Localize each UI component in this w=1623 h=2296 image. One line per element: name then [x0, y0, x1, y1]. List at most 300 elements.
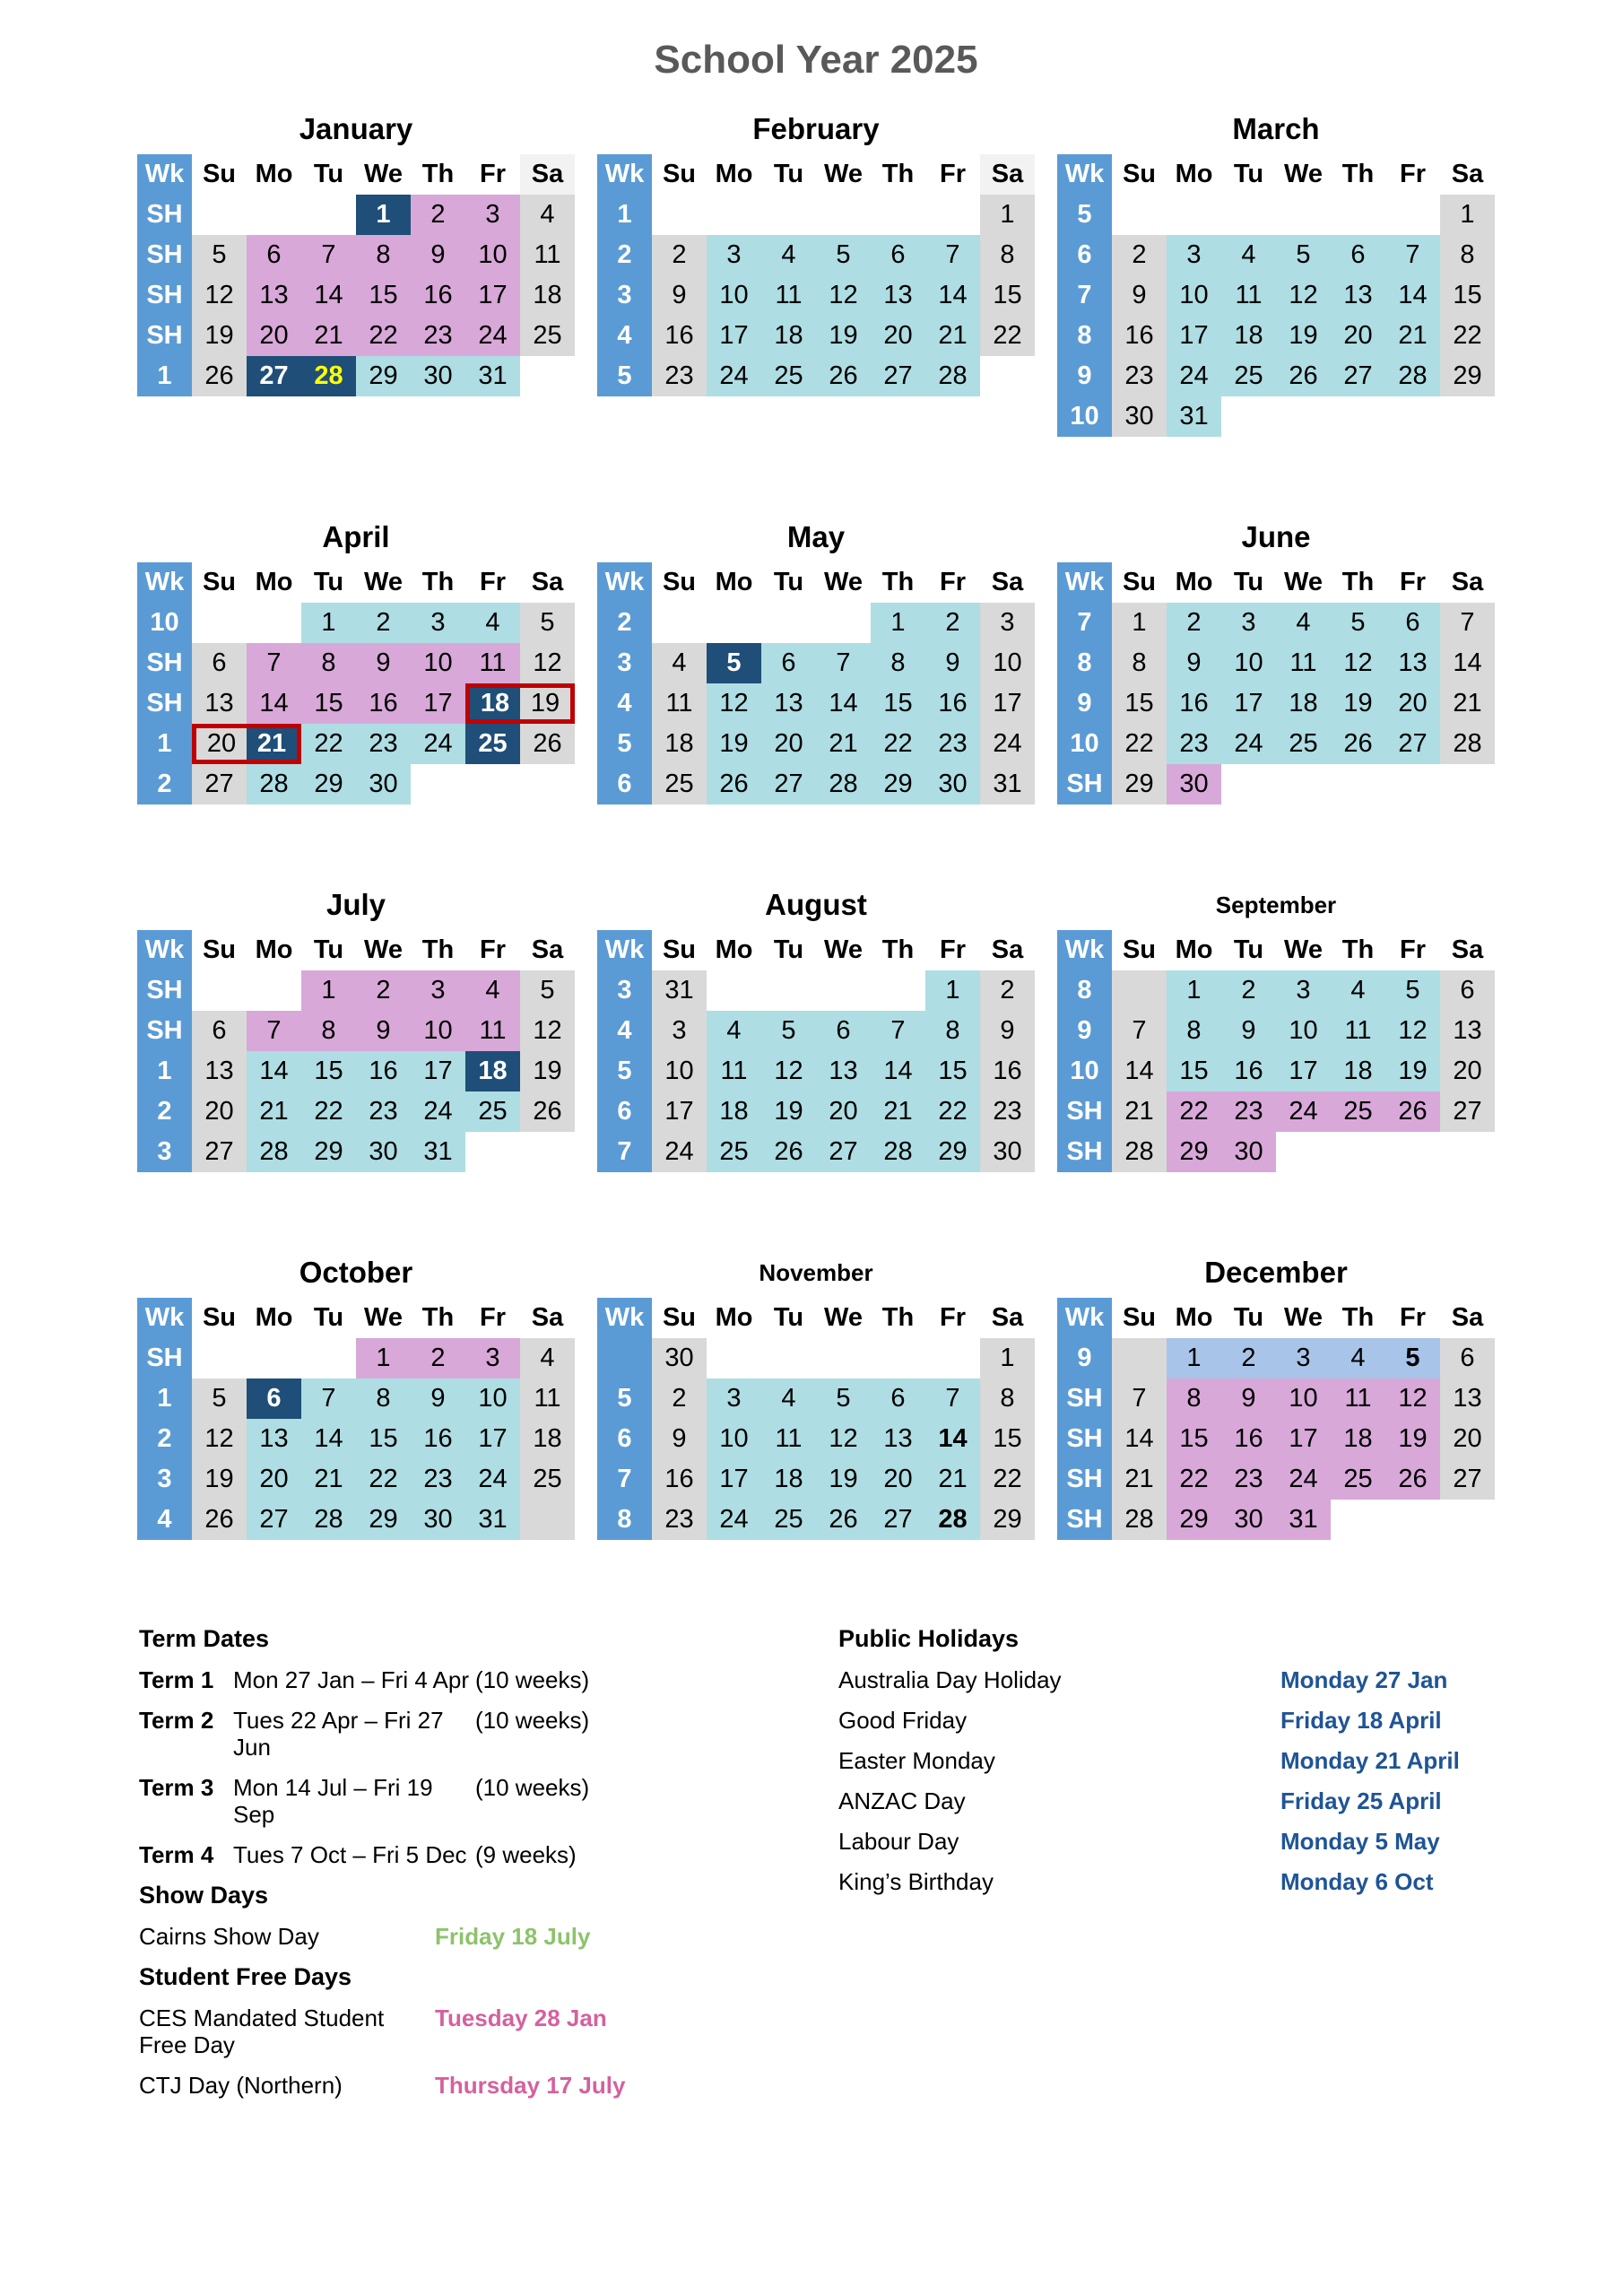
day-cell: 23: [980, 1091, 1035, 1132]
day-header: Su: [1112, 154, 1167, 195]
day-cell: 11: [1331, 1011, 1385, 1051]
week-label: 2: [597, 235, 652, 275]
month-title: May: [786, 520, 846, 553]
day-cell: 19: [1276, 316, 1331, 356]
day-cell: 5: [1331, 603, 1385, 643]
day-cell: 4: [761, 1378, 816, 1419]
week-label: 4: [597, 1011, 652, 1051]
day-cell: 17: [707, 316, 761, 356]
day-header: Sa: [980, 930, 1035, 970]
day-cell: 18: [520, 275, 575, 316]
day-cell: [816, 603, 871, 643]
day-header: Fr: [925, 562, 980, 603]
month-table: [137, 930, 575, 1172]
day-header: Sa: [520, 930, 575, 970]
day-header: Tu: [301, 930, 356, 970]
day-cell: 28: [871, 1132, 925, 1172]
month-table: [1057, 154, 1495, 437]
term-row: [139, 1774, 838, 1828]
day-cell: 3: [980, 603, 1035, 643]
week-label: 8: [597, 1500, 652, 1540]
week-label: SH: [137, 235, 192, 275]
day-cell: 30: [652, 1338, 707, 1378]
week-column-header: Wk: [137, 154, 192, 195]
day-cell: 12: [192, 275, 247, 316]
day-cell: 9: [411, 1378, 465, 1419]
day-header: Su: [652, 154, 707, 195]
week-label: SH: [137, 683, 192, 724]
month-table: [597, 562, 1035, 804]
day-header: Fr: [465, 930, 520, 970]
term-weeks: (10 weeks): [475, 1666, 590, 1693]
day-cell: 24: [465, 1459, 520, 1500]
day-cell: 27: [761, 764, 816, 804]
day-cell: 2: [411, 1338, 465, 1378]
month-june: [1057, 517, 1495, 804]
day-cell: [761, 603, 816, 643]
week-label: 5: [597, 1378, 652, 1419]
day-header: Tu: [301, 562, 356, 603]
day-cell: [1385, 396, 1440, 437]
day-cell: 28: [247, 764, 301, 804]
day-header: Sa: [980, 1298, 1035, 1338]
day-cell: 28: [301, 1500, 356, 1540]
day-cell: 6: [247, 235, 301, 275]
day-cell: 8: [871, 643, 925, 683]
day-cell: 19: [520, 1051, 575, 1091]
day-cell: 15: [925, 1051, 980, 1091]
legend-row-date: Tuesday 28 Jan: [435, 2005, 607, 2031]
day-cell: [465, 764, 520, 804]
week-label: SH: [137, 195, 192, 235]
day-header: Su: [192, 930, 247, 970]
day-cell: 10: [652, 1051, 707, 1091]
day-cell: 25: [1331, 1091, 1385, 1132]
month-title: August: [765, 888, 867, 921]
day-header: Tu: [301, 154, 356, 195]
day-cell: 2: [356, 603, 411, 643]
day-cell: 30: [1221, 1500, 1276, 1540]
day-cell: 1: [1112, 603, 1167, 643]
day-cell: 22: [980, 1459, 1035, 1500]
day-header: Su: [652, 1298, 707, 1338]
day-header: Fr: [465, 562, 520, 603]
day-cell: [925, 195, 980, 235]
day-cell: 14: [1440, 643, 1495, 683]
day-cell: 20: [1385, 683, 1440, 724]
day-header: Th: [411, 930, 465, 970]
term-dates: Tues 22 Apr – Fri 27 Jun: [233, 1707, 444, 1761]
day-cell: 5: [1385, 1338, 1440, 1378]
week-label: 3: [137, 1132, 192, 1172]
month-title: April: [322, 520, 390, 553]
legend-row: [838, 1787, 1502, 1814]
day-cell: 26: [816, 1500, 871, 1540]
day-cell: 30: [925, 764, 980, 804]
day-cell: 6: [1331, 235, 1385, 275]
day-cell: 20: [761, 724, 816, 764]
show-days-heading: Show Days: [139, 1882, 269, 1909]
day-cell: 28: [816, 764, 871, 804]
day-cell: 2: [925, 603, 980, 643]
student-free-days-heading: Student Free Days: [139, 1963, 352, 1990]
day-cell: 12: [816, 1419, 871, 1459]
day-cell: 27: [1385, 724, 1440, 764]
legend-section: [139, 1625, 1502, 2112]
week-label: SH: [137, 275, 192, 316]
day-cell: 24: [465, 316, 520, 356]
day-cell: [761, 195, 816, 235]
day-header: Sa: [980, 562, 1035, 603]
day-cell: 12: [1276, 275, 1331, 316]
day-header: We: [1276, 1298, 1331, 1338]
day-cell: 25: [652, 764, 707, 804]
day-cell: 19: [520, 683, 575, 724]
day-cell: 30: [356, 764, 411, 804]
day-cell: 13: [1331, 275, 1385, 316]
day-header: Su: [652, 562, 707, 603]
day-cell: 14: [1385, 275, 1440, 316]
day-cell: [192, 195, 247, 235]
legend-left-column: [139, 1625, 838, 2112]
day-cell: 13: [761, 683, 816, 724]
week-label: 9: [1057, 1011, 1112, 1051]
week-label: 8: [1057, 316, 1112, 356]
day-cell: 3: [465, 1338, 520, 1378]
day-cell: 27: [1440, 1459, 1495, 1500]
day-cell: [247, 970, 301, 1011]
day-cell: 4: [465, 603, 520, 643]
public-holidays-heading: Public Holidays: [838, 1625, 1020, 1652]
day-cell: 4: [1331, 970, 1385, 1011]
day-cell: 12: [816, 275, 871, 316]
legend-row-date: Monday 5 May: [1280, 1828, 1440, 1855]
term-label: Term 2: [139, 1707, 214, 1734]
day-cell: 21: [301, 316, 356, 356]
day-cell: [1385, 764, 1440, 804]
day-cell: 21: [247, 724, 301, 764]
day-header: Tu: [1221, 562, 1276, 603]
day-cell: [980, 356, 1035, 396]
day-cell: 25: [1221, 356, 1276, 396]
week-label: 9: [1057, 683, 1112, 724]
day-cell: 6: [1440, 970, 1495, 1011]
month-title: June: [1241, 520, 1311, 553]
term-dates: Mon 14 Jul – Fri 19 Sep: [233, 1774, 433, 1828]
day-cell: [707, 1338, 761, 1378]
day-cell: 4: [707, 1011, 761, 1051]
day-cell: [707, 195, 761, 235]
week-column-header: Wk: [1057, 562, 1112, 603]
day-cell: 12: [1331, 643, 1385, 683]
day-cell: 16: [1221, 1419, 1276, 1459]
day-cell: 8: [1167, 1378, 1221, 1419]
week-label: 1: [597, 195, 652, 235]
day-cell: 7: [301, 235, 356, 275]
day-cell: 7: [925, 1378, 980, 1419]
day-cell: [1385, 1132, 1440, 1172]
week-column-header: Wk: [597, 1298, 652, 1338]
day-cell: [1112, 970, 1167, 1011]
day-cell: 10: [411, 643, 465, 683]
day-header: Sa: [980, 154, 1035, 195]
week-label: 6: [597, 1091, 652, 1132]
week-label: 2: [597, 603, 652, 643]
day-cell: 18: [1276, 683, 1331, 724]
day-cell: 26: [816, 356, 871, 396]
week-label: 2: [137, 1419, 192, 1459]
day-cell: 21: [1385, 316, 1440, 356]
legend-row-date: Monday 21 April: [1280, 1747, 1460, 1774]
day-cell: 20: [1440, 1051, 1495, 1091]
day-header: Tu: [761, 930, 816, 970]
day-cell: 31: [465, 356, 520, 396]
month-table: [1057, 930, 1495, 1172]
day-cell: 1: [1167, 1338, 1221, 1378]
day-cell: 26: [761, 1132, 816, 1172]
term-dates-heading: Term Dates: [139, 1625, 270, 1652]
day-cell: 16: [652, 1459, 707, 1500]
day-header: Mo: [247, 1298, 301, 1338]
day-cell: 30: [1167, 764, 1221, 804]
day-cell: 2: [980, 970, 1035, 1011]
legend-row-label: CES Mandated Student Free Day: [139, 2005, 385, 2058]
day-cell: 5: [192, 235, 247, 275]
day-cell: 31: [1276, 1500, 1331, 1540]
day-cell: 3: [465, 195, 520, 235]
day-cell: 11: [1276, 643, 1331, 683]
week-label: 4: [597, 316, 652, 356]
day-cell: 19: [192, 1459, 247, 1500]
day-cell: 22: [1167, 1091, 1221, 1132]
legend-row-label: ANZAC Day: [838, 1787, 966, 1814]
day-header: Fr: [925, 1298, 980, 1338]
legend-row-label: Easter Monday: [838, 1747, 995, 1774]
day-cell: 16: [1112, 316, 1167, 356]
week-label: SH: [1057, 1500, 1112, 1540]
day-cell: 13: [1440, 1378, 1495, 1419]
week-label: 2: [137, 764, 192, 804]
week-label: 6: [597, 764, 652, 804]
day-cell: 2: [652, 235, 707, 275]
day-header: Th: [1331, 154, 1385, 195]
day-cell: 2: [1167, 603, 1221, 643]
day-cell: 10: [465, 235, 520, 275]
day-cell: 18: [707, 1091, 761, 1132]
legend-row-date: Monday 6 Oct: [1280, 1868, 1434, 1895]
week-label: 3: [597, 643, 652, 683]
day-cell: 20: [871, 316, 925, 356]
day-cell: 9: [1167, 643, 1221, 683]
day-cell: 3: [1221, 603, 1276, 643]
week-label: 5: [1057, 195, 1112, 235]
day-header: Su: [1112, 1298, 1167, 1338]
legend-row-label: Good Friday: [838, 1707, 968, 1734]
day-cell: 19: [816, 316, 871, 356]
day-cell: 20: [192, 1091, 247, 1132]
day-cell: 11: [465, 643, 520, 683]
week-label: [597, 1338, 652, 1378]
week-label: SH: [1057, 1419, 1112, 1459]
day-cell: 13: [247, 275, 301, 316]
day-cell: 23: [356, 724, 411, 764]
week-column-header: Wk: [137, 1298, 192, 1338]
day-header: Sa: [520, 562, 575, 603]
legend-row: [838, 1666, 1502, 1693]
term-label: Term 1: [139, 1666, 214, 1693]
term-dates-rows: [139, 1666, 838, 1868]
day-header: Tu: [761, 1298, 816, 1338]
day-header: We: [816, 154, 871, 195]
week-label: 10: [1057, 396, 1112, 437]
day-cell: 17: [707, 1459, 761, 1500]
day-cell: 21: [247, 1091, 301, 1132]
month-table: [597, 930, 1035, 1172]
day-cell: 30: [980, 1132, 1035, 1172]
term-row: [139, 1707, 838, 1761]
week-label: SH: [137, 970, 192, 1011]
legend-row-date: Friday 25 April: [1280, 1787, 1442, 1814]
day-header: Th: [871, 930, 925, 970]
day-cell: 12: [192, 1419, 247, 1459]
term-weeks: (9 weeks): [475, 1841, 577, 1868]
day-cell: 15: [356, 1419, 411, 1459]
day-cell: 14: [1112, 1051, 1167, 1091]
day-header: Sa: [1440, 154, 1495, 195]
day-header: We: [1276, 154, 1331, 195]
day-cell: 6: [871, 1378, 925, 1419]
day-cell: 15: [1167, 1419, 1221, 1459]
day-cell: 1: [1167, 970, 1221, 1011]
day-cell: 29: [1167, 1500, 1221, 1540]
day-cell: [1112, 195, 1167, 235]
day-cell: 24: [1167, 356, 1221, 396]
day-cell: 5: [520, 970, 575, 1011]
day-cell: 16: [356, 1051, 411, 1091]
month-title: March: [1232, 112, 1320, 145]
day-cell: 2: [652, 1378, 707, 1419]
day-cell: 16: [356, 683, 411, 724]
day-cell: 17: [465, 1419, 520, 1459]
month-january: [137, 109, 575, 437]
day-cell: 19: [816, 1459, 871, 1500]
day-header: Fr: [1385, 154, 1440, 195]
day-cell: 17: [1221, 683, 1276, 724]
week-label: 3: [597, 970, 652, 1011]
day-cell: 15: [871, 683, 925, 724]
day-cell: 2: [1112, 235, 1167, 275]
day-cell: 26: [520, 724, 575, 764]
day-cell: 15: [1440, 275, 1495, 316]
day-cell: 11: [1331, 1378, 1385, 1419]
day-header: Th: [1331, 1298, 1385, 1338]
day-cell: 10: [1276, 1011, 1331, 1051]
legend-row-date: Friday 18 April: [1280, 1707, 1442, 1734]
day-cell: [1331, 1132, 1385, 1172]
day-cell: 6: [1440, 1338, 1495, 1378]
day-cell: 15: [980, 1419, 1035, 1459]
day-cell: 18: [1331, 1051, 1385, 1091]
day-cell: 26: [192, 356, 247, 396]
day-cell: 10: [411, 1011, 465, 1051]
day-cell: [301, 195, 356, 235]
day-cell: 26: [192, 1500, 247, 1540]
week-label: SH: [137, 643, 192, 683]
day-cell: 11: [707, 1051, 761, 1091]
day-header: Tu: [761, 562, 816, 603]
day-cell: 20: [192, 724, 247, 764]
day-cell: 17: [1276, 1419, 1331, 1459]
day-cell: 12: [520, 643, 575, 683]
day-cell: 23: [1112, 356, 1167, 396]
legend-row: [838, 1707, 1502, 1734]
week-label: 2: [137, 1091, 192, 1132]
day-cell: 16: [652, 316, 707, 356]
month-may: [597, 517, 1035, 804]
day-cell: 24: [1221, 724, 1276, 764]
day-cell: [1440, 396, 1495, 437]
day-cell: [1385, 195, 1440, 235]
day-cell: 16: [411, 1419, 465, 1459]
day-cell: 28: [1112, 1500, 1167, 1540]
day-cell: 5: [1276, 235, 1331, 275]
day-cell: 24: [1276, 1459, 1331, 1500]
student-free-days-rows: [139, 2005, 838, 2099]
week-label: 7: [597, 1459, 652, 1500]
term-weeks: (10 weeks): [475, 1774, 590, 1801]
day-cell: [1440, 1500, 1495, 1540]
day-header: Mo: [1167, 930, 1221, 970]
day-cell: 31: [465, 1500, 520, 1540]
day-cell: 29: [871, 764, 925, 804]
day-cell: 25: [465, 724, 520, 764]
day-header: Su: [192, 154, 247, 195]
day-cell: 14: [1112, 1419, 1167, 1459]
month-title: February: [752, 112, 880, 145]
day-cell: 7: [816, 643, 871, 683]
day-cell: 15: [1112, 683, 1167, 724]
day-cell: 9: [652, 275, 707, 316]
day-cell: 17: [980, 683, 1035, 724]
legend-row-label: Australia Day Holiday: [838, 1666, 1062, 1693]
day-cell: 20: [247, 1459, 301, 1500]
day-header: Su: [192, 562, 247, 603]
day-cell: [301, 1338, 356, 1378]
day-cell: [1276, 195, 1331, 235]
day-cell: 23: [925, 724, 980, 764]
day-cell: 16: [925, 683, 980, 724]
day-cell: 18: [1331, 1419, 1385, 1459]
day-cell: 26: [520, 1091, 575, 1132]
day-header: Mo: [247, 930, 301, 970]
day-header: Su: [192, 1298, 247, 1338]
day-cell: 19: [1385, 1051, 1440, 1091]
day-cell: 4: [1221, 235, 1276, 275]
day-cell: [871, 195, 925, 235]
week-label: SH: [137, 316, 192, 356]
day-cell: 8: [925, 1011, 980, 1051]
day-cell: 4: [520, 195, 575, 235]
day-header: Mo: [1167, 1298, 1221, 1338]
day-cell: 18: [465, 1051, 520, 1091]
day-cell: 14: [247, 683, 301, 724]
day-cell: 10: [707, 1419, 761, 1459]
day-cell: 8: [1440, 235, 1495, 275]
term-dates: Tues 7 Oct – Fri 5 Dec: [233, 1841, 467, 1868]
day-cell: 14: [301, 1419, 356, 1459]
day-cell: 13: [871, 275, 925, 316]
day-cell: 16: [1221, 1051, 1276, 1091]
